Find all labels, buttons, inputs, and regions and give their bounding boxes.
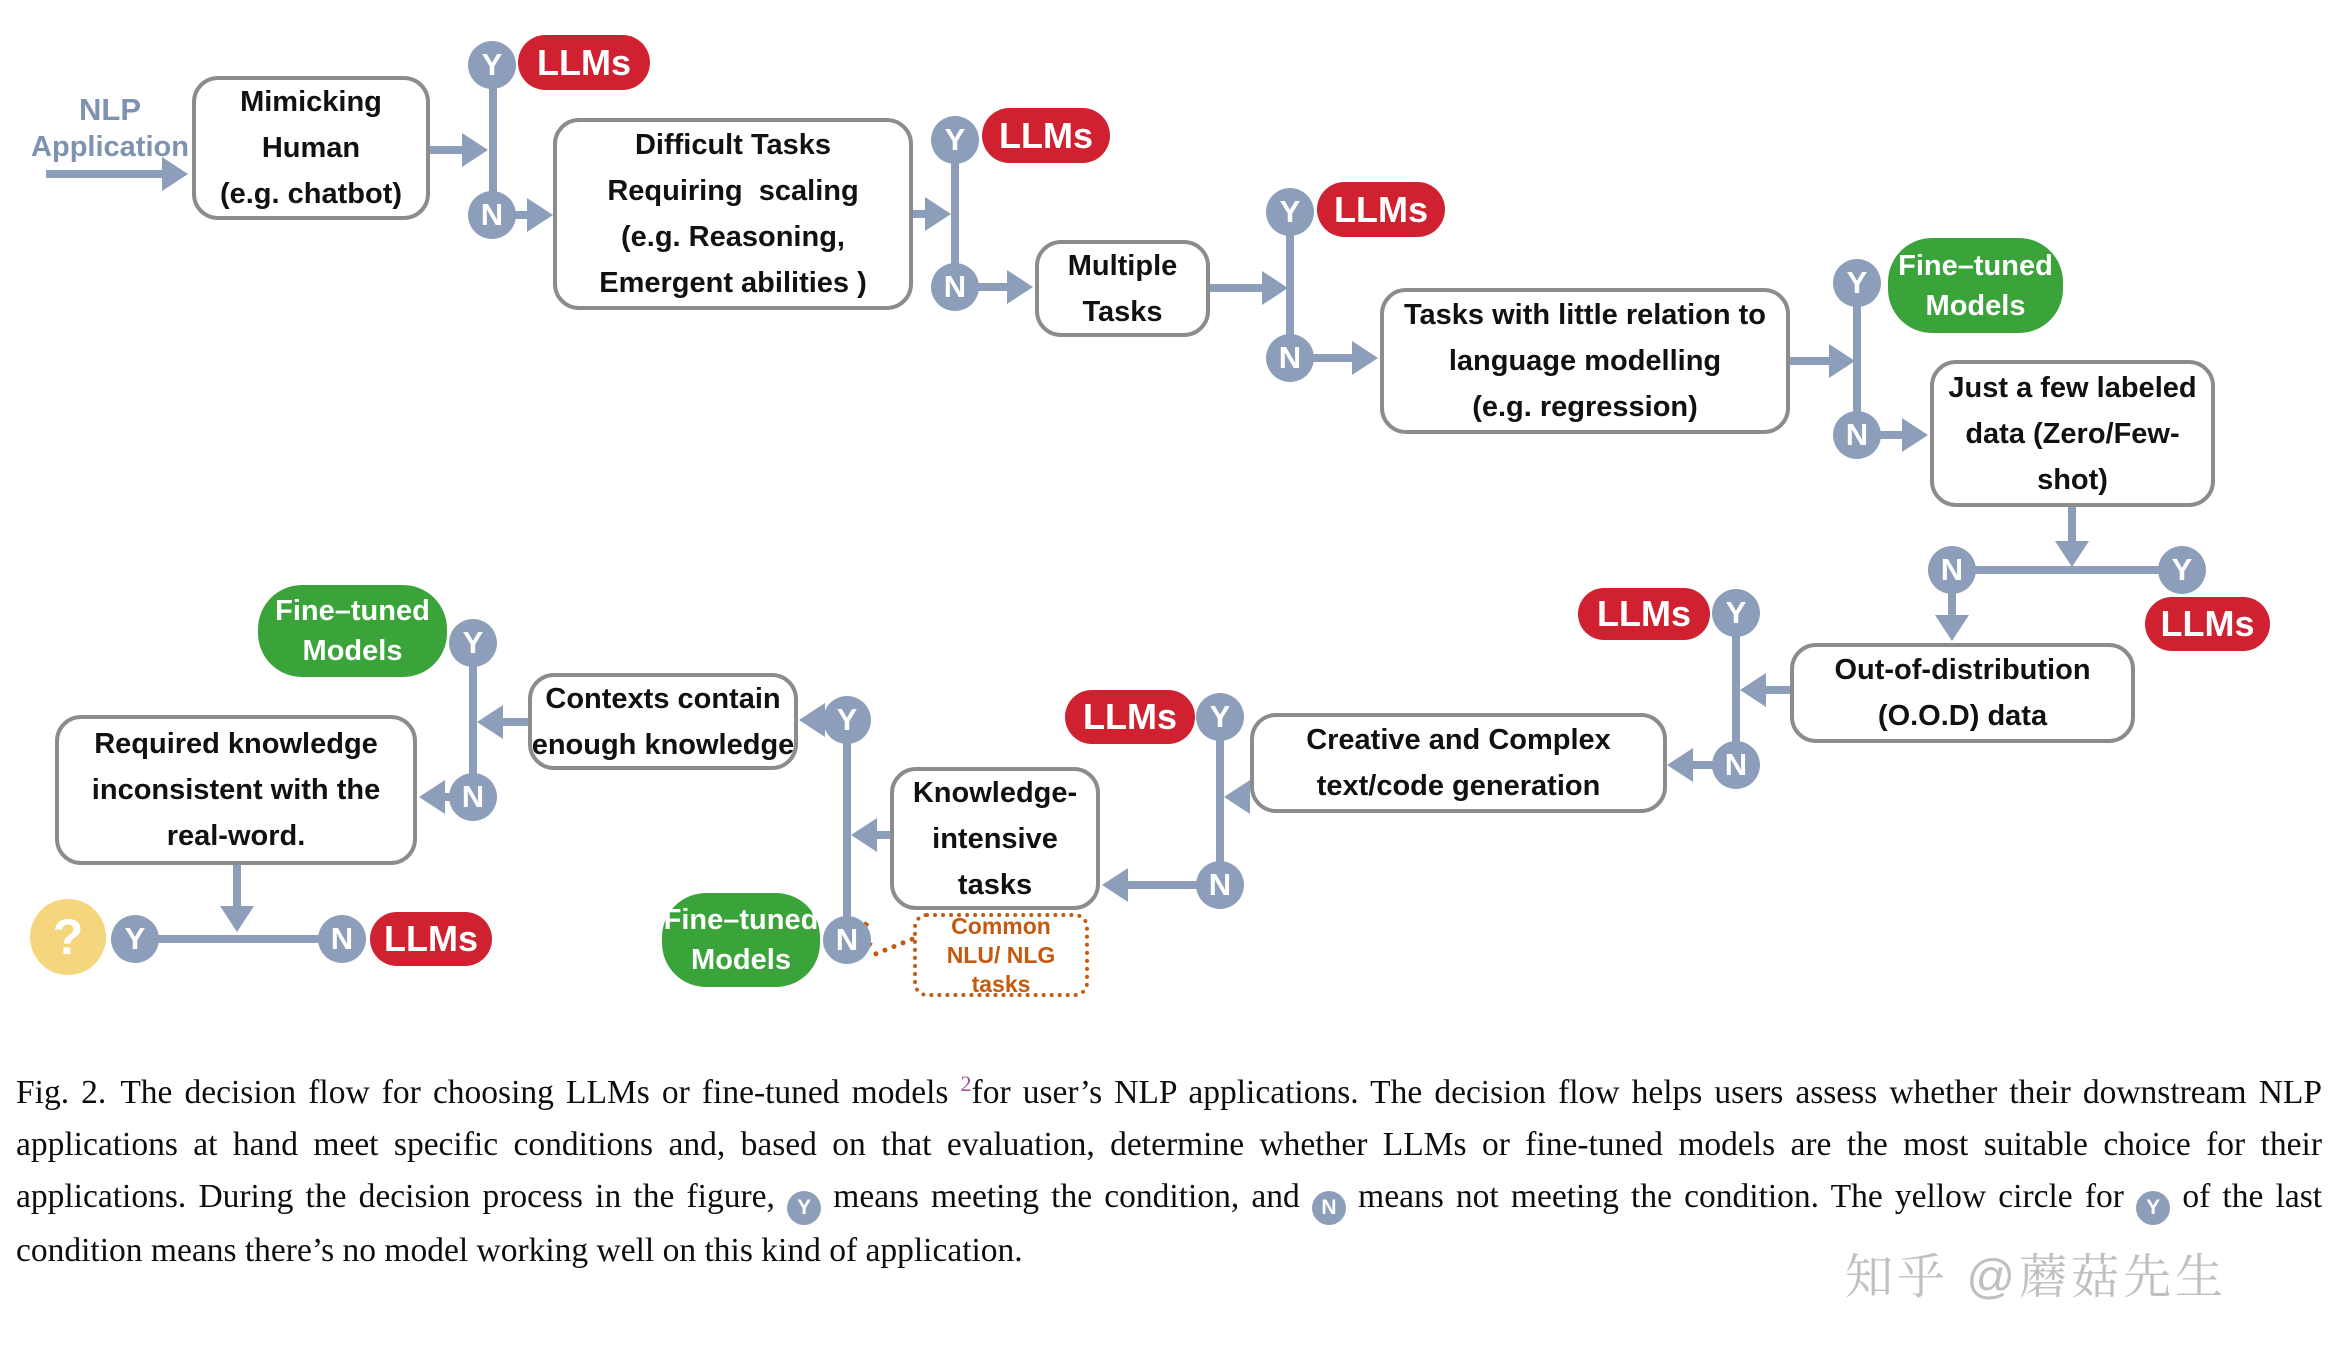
outcome-fine-tuned-badge: [1888, 238, 2063, 333]
flow-line: [1312, 354, 1354, 362]
branch-yes-circle: Y: [1196, 693, 1244, 741]
caption-fig-label: Fig. 2.: [16, 1074, 107, 1112]
footnote-ref: 2: [960, 1071, 972, 1096]
flow-line: [977, 283, 1009, 291]
outcome-llms-badge: LLMs: [518, 35, 650, 90]
arrowhead-left-icon: [1102, 868, 1128, 902]
decision-box-required-knowledge: [55, 715, 417, 865]
no-badge-inline-icon: N: [1312, 1191, 1346, 1225]
flow-line: [1691, 761, 1714, 769]
note-line: NLU/ NLG tasks: [946, 941, 1056, 997]
branch-yes-circle: Y: [1266, 188, 1314, 236]
box-line: language modelling: [1448, 345, 1722, 377]
caption-text: means meeting the condition, and: [833, 1178, 1300, 1216]
box-line: Knowledge-: [912, 776, 1078, 809]
arrowhead-right-icon: [925, 197, 951, 231]
arrowhead-right-icon: [462, 133, 488, 167]
badge-line: Models: [302, 635, 403, 667]
flow-line: [843, 720, 851, 940]
arrowhead-right-icon: [527, 198, 553, 232]
arrowhead-right-icon: [1829, 344, 1855, 378]
outcome-llms-badge: LLMs: [2145, 597, 2270, 651]
arrowhead-right-icon: [1352, 341, 1378, 375]
flow-line: [1764, 686, 1790, 694]
flow-line: [430, 146, 464, 154]
decision-box-multiple-tasks: [1035, 240, 1210, 337]
flow-line: [46, 170, 164, 178]
decision-box-contexts-knowledge: [528, 673, 798, 770]
box-line: inconsistent with the: [91, 774, 381, 806]
arrowhead-right-icon: [1262, 271, 1288, 305]
arrowhead-down-icon: [2055, 541, 2089, 567]
box-line: Tasks with little relation to: [1403, 299, 1767, 331]
box-line: Contexts contain: [545, 682, 781, 715]
branch-no-circle: N: [823, 916, 871, 964]
box-line: (O.O.D) data: [1877, 700, 2048, 732]
box-line: Mimicking: [240, 86, 382, 118]
box-line: Requiring scaling: [607, 175, 859, 207]
box-line: real-word.: [166, 820, 306, 852]
box-line: Tasks: [1082, 295, 1163, 328]
caption-text: The decision flow for choosing LLMs or fine-tuned models: [120, 1074, 949, 1112]
branch-no-circle: N: [1196, 861, 1244, 909]
decision-box-mimicking-human: [192, 76, 430, 220]
box-line: (e.g. Reasoning,: [621, 221, 845, 253]
branch-no-circle: N: [318, 915, 366, 963]
flow-line: [1952, 566, 2182, 574]
branch-yes-circle: Y: [111, 915, 159, 963]
arrowhead-left-icon: [799, 703, 825, 737]
outcome-fine-tuned-badge: [258, 585, 447, 677]
outcome-llms-badge: LLMs: [1317, 182, 1445, 237]
branch-yes-circle: Y: [2158, 546, 2206, 594]
badge-line: Models: [1925, 289, 2026, 322]
flow-line: [1879, 431, 1904, 439]
box-line: shot): [2037, 463, 2108, 496]
box-line: tasks: [957, 868, 1033, 901]
caption-text: for user’s NLP applications. The decision flow helps users assess whether their downstream NLP applications at hand meet specific conditions and, based on that evaluation, determine whether LLMs or fine-tuned models are the most suitable choice for their applications. During the decision process in the figure,: [16, 1074, 2322, 1216]
branch-no-circle: N: [1833, 411, 1881, 459]
box-line: Creative and Complex: [1306, 724, 1611, 756]
box-line: text/code generation: [1316, 770, 1601, 802]
box-line: Difficult Tasks: [634, 129, 832, 161]
caption-text: means not meeting the condition. The yellow circle for: [1358, 1178, 2124, 1216]
yes-badge-inline-icon: Y: [2136, 1191, 2170, 1225]
arrowhead-right-icon: [1902, 418, 1928, 452]
badge-line: Models: [691, 944, 791, 976]
box-line: Out-of-distribution: [1834, 654, 2091, 686]
decision-box-few-labeled-data: [1930, 360, 2215, 507]
branch-yes-circle: Y: [931, 116, 979, 164]
box-line: data (Zero/Few-: [1965, 417, 2180, 450]
branch-yes-circle: Y: [1712, 589, 1760, 637]
box-line: intensive: [932, 822, 1058, 855]
arrowhead-left-icon: [1740, 673, 1766, 707]
start-label-nlp-application: [30, 90, 190, 164]
branch-yes-circle: Y: [1833, 259, 1881, 307]
outcome-llms-badge: LLMs: [370, 912, 492, 966]
note-common-nlu-nlg-tasks: [913, 913, 1089, 997]
arrowhead-left-icon: [419, 780, 445, 814]
outcome-llms-badge: LLMs: [1578, 588, 1710, 640]
unknown-outcome-circle: ?: [30, 899, 106, 975]
decision-box-little-relation: [1380, 288, 1790, 434]
arrowhead-left-icon: [1224, 780, 1250, 814]
box-line: (e.g. chatbot): [219, 178, 403, 210]
box-line: Required knowledge: [94, 728, 378, 760]
decision-box-creative-generation: [1250, 713, 1667, 813]
branch-yes-circle: Y: [823, 696, 871, 744]
box-line: Multiple: [1067, 249, 1178, 282]
flow-line: [233, 863, 241, 909]
flow-line: [135, 935, 342, 943]
outcome-llms-badge: LLMs: [1065, 690, 1195, 744]
yes-badge-inline-icon: Y: [787, 1191, 821, 1225]
branch-no-circle: N: [1712, 741, 1760, 789]
flow-line: [501, 718, 528, 726]
note-line: Common: [951, 912, 1051, 939]
arrowhead-left-icon: [851, 818, 877, 852]
decision-box-knowledge-intensive: [890, 767, 1100, 910]
start-label-line2: Application: [31, 131, 189, 163]
start-label-line1: NLP: [79, 92, 141, 127]
flow-line: [1210, 284, 1264, 292]
outcome-fine-tuned-badge: [662, 893, 820, 987]
arrowhead-right-icon: [1007, 270, 1033, 304]
arrowhead-down-icon: [1935, 615, 1969, 641]
arrowhead-left-icon: [477, 705, 503, 739]
badge-line: Fine–tuned: [663, 904, 819, 936]
outcome-llms-badge: LLMs: [982, 108, 1110, 163]
branch-no-circle: N: [1266, 334, 1314, 382]
arrowhead-left-icon: [1667, 748, 1693, 782]
badge-line: Fine–tuned: [1898, 249, 2053, 282]
branch-no-circle: N: [1928, 546, 1976, 594]
box-line: Emergent abilities ): [599, 267, 867, 299]
flow-line: [1216, 717, 1224, 885]
branch-no-circle: N: [931, 263, 979, 311]
decision-box-ood-data: [1790, 643, 2135, 743]
branch-no-circle: N: [449, 773, 497, 821]
box-line: (e.g. regression): [1472, 391, 1698, 423]
box-line: Just a few labeled: [1948, 371, 2197, 404]
box-line: enough knowledge: [531, 728, 795, 761]
caption-text: of the last condition means there’s no model working well on this kind of application.: [16, 1178, 2323, 1270]
flow-line: [1126, 881, 1198, 889]
dotted-arrow-line: [873, 936, 916, 957]
arrowhead-down-icon: [220, 906, 254, 932]
watermark: 知乎 @蘑菇先生: [1845, 1251, 2228, 1304]
flow-line: [1790, 357, 1831, 365]
box-line: Human: [261, 132, 361, 164]
branch-no-circle: N: [468, 191, 516, 239]
decision-box-difficult-tasks: [553, 118, 913, 310]
badge-line: Fine–tuned: [275, 595, 430, 627]
branch-yes-circle: Y: [468, 41, 516, 89]
branch-yes-circle: Y: [449, 619, 497, 667]
